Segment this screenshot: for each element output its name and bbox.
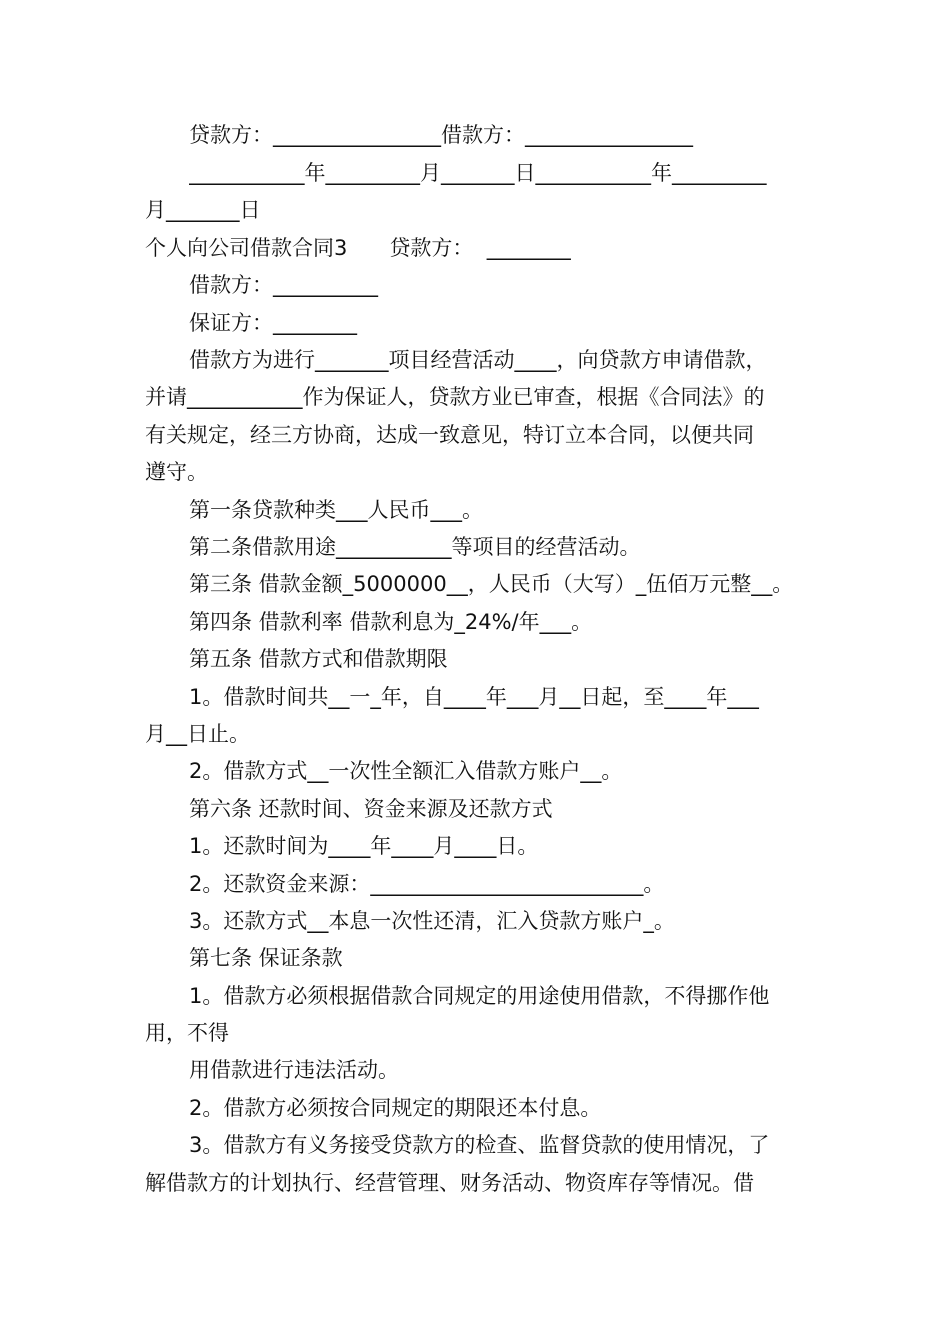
borrower-line: 借款方：__________ <box>189 273 378 297</box>
article-5-item-2: 2。借款方式__一次性全额汇入借款方账户__。 <box>189 759 623 783</box>
preamble-line: 有关规定，经三方协商，达成一致意见，特订立本合同，以便共同 <box>145 423 754 447</box>
preamble-line: 并请___________作为保证人，贷款方业已审查，根据《合同法》的 <box>145 385 765 409</box>
article-6-item-3: 3。还款方式__本息一次性还清，汇入贷款方账户_。 <box>189 909 675 933</box>
article-5-item-1-cont: 月__日止。 <box>145 722 250 746</box>
article-7-item-1: 1。借款方必须根据借款合同规定的用途使用借款，不得挪作他 <box>189 984 770 1008</box>
article-5-heading: 第五条 借款方式和借款期限 <box>189 647 448 671</box>
guarantor-line: 保证方：________ <box>189 311 357 335</box>
signature-line-parties: 贷款方：________________借款方：________________ <box>189 123 693 147</box>
preamble-line: 遵守。 <box>145 460 208 484</box>
article-5-item-1: 1。借款时间共__一_年，自____年___月__日起，至____年___ <box>189 685 759 709</box>
article-6-item-2: 2。还款资金来源：__________________________。 <box>189 872 665 896</box>
article-7-item-3: 3。借款方有义务接受贷款方的检查、监督贷款的使用情况，了 <box>189 1133 770 1157</box>
contract-title-line: 个人向公司借款合同3 贷款方： ________ <box>145 236 571 260</box>
article-6-heading: 第六条 还款时间、资金来源及还款方式 <box>189 797 553 821</box>
signature-line-dates-cont: 月_______日 <box>145 198 261 222</box>
article-7-heading: 第七条 保证条款 <box>189 946 343 970</box>
article-7-item-3-cont: 解借款方的计划执行、经营管理、财务活动、物资库存等情况。借 <box>145 1171 754 1195</box>
article-7-item-2: 2。借款方必须按合同规定的期限还本付息。 <box>189 1096 602 1120</box>
article-4: 第四条 借款利率 借款利息为_24%/年___。 <box>189 610 593 634</box>
article-2: 第二条借款用途___________等项目的经营活动。 <box>189 535 641 559</box>
article-6-item-1: 1。还款时间为____年____月____日。 <box>189 834 539 858</box>
signature-line-dates: ___________年_________月_______日___________年_________ <box>189 161 767 185</box>
article-1: 第一条贷款种类___人民币___。 <box>189 498 483 522</box>
article-3: 第三条 借款金额_5000000__，人民币（大写）_伍佰万元整__。 <box>189 572 794 596</box>
preamble-line: 借款方为进行_______项目经营活动____，向贷款方申请借款， <box>189 348 767 372</box>
article-7-item-1-cont: 用借款进行违法活动。 <box>189 1058 399 1082</box>
article-7-item-1-cont: 用，不得 <box>145 1021 229 1045</box>
